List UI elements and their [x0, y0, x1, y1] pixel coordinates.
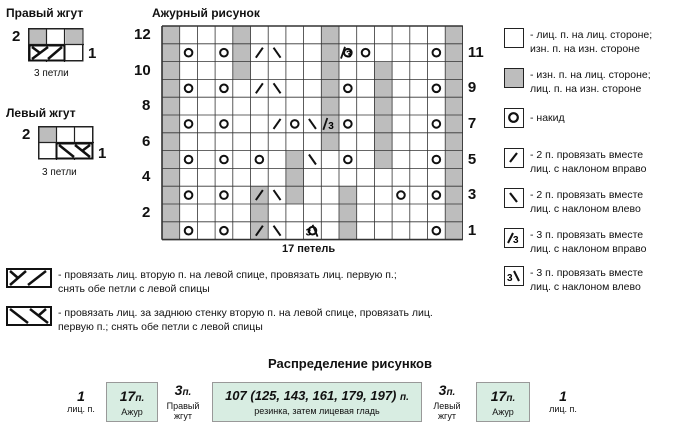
- purl-column-5: [286, 151, 304, 204]
- row-number-right: 9: [467, 79, 477, 97]
- yarn-over-mark: [185, 120, 193, 128]
- k2tog-left-mark: [274, 83, 281, 93]
- k2tog-right-mark: [256, 83, 263, 93]
- row-number-left: 12: [134, 26, 151, 43]
- left-cable-row-1: 1: [98, 145, 107, 162]
- row-number-left: 6: [142, 132, 151, 150]
- row-number-left: 2: [142, 204, 151, 221]
- row-number-right: 3: [467, 186, 477, 204]
- note-left-cross: - провязать лиц. за заднюю стенку вторую п. на левой спице, провязать лиц. первую п.; снять обе петли с левой спицы: [58, 307, 433, 333]
- right-cable-row-2: 2: [12, 28, 21, 45]
- legend-item-k3tog-left: - 3 п. провязать вместе лиц. с наклоном влево: [530, 267, 644, 293]
- purl-column-2: [321, 26, 339, 151]
- yarn-over-mark: [185, 156, 193, 164]
- yarn-over-mark: [220, 191, 228, 199]
- purl-column-7: [339, 186, 357, 239]
- legend-item-yarn-over: - накид: [530, 112, 565, 124]
- right-cable-caption: 3 петли: [34, 68, 69, 79]
- right-cross-symbol-icon: [6, 268, 52, 288]
- distribution-item-rib-center: 107 (125, 143, 161, 179, 197) п. резинка, затем лицевая гладь: [212, 382, 422, 422]
- yarn-over-mark: [362, 49, 370, 57]
- yarn-over-mark: [185, 191, 193, 199]
- yarn-over-mark: [433, 227, 441, 235]
- chart-caption: 17 петель: [282, 243, 336, 255]
- yarn-over-mark: [433, 85, 441, 93]
- k2tog-right-mark: [256, 48, 263, 58]
- right-cable-title: Правый жгут: [6, 6, 84, 20]
- yarn-over-mark: [220, 120, 228, 128]
- distribution-item-lace-left: 17п. Ажур: [106, 382, 158, 422]
- yarn-over-mark: [185, 227, 193, 235]
- legend-item-k2tog-left: - 2 п. провязать вместе лиц. с наклоном влево: [530, 189, 644, 215]
- k3tog-right-icon: [504, 228, 524, 248]
- distribution-item-edge-left: 1 лиц. п.: [67, 388, 95, 414]
- yarn-over-mark: [433, 156, 441, 164]
- yarn-over-mark: [344, 156, 352, 164]
- yarn-over-mark: [185, 49, 193, 57]
- svg-text:3: 3: [507, 273, 513, 284]
- legend-item-purl: - изн. п. на лиц. стороне; лиц. п. на изн. стороне: [530, 69, 651, 95]
- k2tog-right-mark: [274, 119, 281, 129]
- right-cable-chart: [28, 28, 84, 62]
- row-number-right: 11: [467, 43, 484, 61]
- row-number-left: 10: [134, 61, 151, 79]
- right-cable-row-1: 1: [88, 45, 97, 62]
- chart-title: Ажурный рисунок: [152, 6, 260, 20]
- left-cable-title: Левый жгут: [6, 106, 76, 120]
- svg-text:3: 3: [346, 49, 352, 61]
- distribution-item-edge-right: 1 лиц. п.: [549, 388, 577, 414]
- k2tog-left-mark: [274, 226, 281, 236]
- lace-chart-grid: [161, 25, 463, 241]
- yarn-over-mark: [433, 120, 441, 128]
- yarn-over-mark: [220, 156, 228, 164]
- yarn-over-mark: [433, 49, 441, 57]
- k2tog-left-mark: [309, 155, 316, 165]
- row-number-right: 7: [467, 115, 477, 132]
- left-cross-symbol-icon: [6, 306, 52, 326]
- gray-square-icon: [504, 68, 524, 88]
- k2tog-right-icon: [504, 148, 524, 168]
- distribution-item-right-cable: 3п. Правый жгут: [166, 381, 200, 421]
- yarn-over-mark: [344, 120, 352, 128]
- k3tog-right-mark: [341, 47, 352, 61]
- k2tog-left-icon: [504, 188, 524, 208]
- row-number-left: 4: [142, 168, 151, 186]
- yarn-over-mark: [220, 85, 228, 93]
- distribution-item-lace-right: 17п. Ажур: [476, 382, 530, 422]
- yarn-over-mark: [344, 85, 352, 93]
- svg-text:3: 3: [305, 227, 312, 239]
- k3tog-left-icon: [504, 266, 524, 286]
- row-number-left: 8: [142, 97, 151, 115]
- yarn-over-mark: [291, 120, 299, 128]
- left-cable-chart: [38, 126, 94, 160]
- yarn-over-mark: [220, 49, 228, 57]
- left-cable-row-2: 2: [22, 126, 31, 143]
- k2tog-left-mark: [274, 48, 281, 58]
- k2tog-left-mark: [274, 190, 281, 200]
- yarn-over-mark: [433, 191, 441, 199]
- distribution-item-left-cable: 3п. Левый жгут: [433, 381, 461, 421]
- yarn-over-mark: [397, 191, 405, 199]
- legend-item-k2tog-right: - 2 п. провязать вместе лиц. с наклоном вправо: [530, 149, 647, 175]
- purl-column-1: [233, 26, 251, 79]
- legend-item-k3tog-right: - 3 п. провязать вместе лиц. с наклоном вправо: [530, 229, 647, 255]
- distribution-title: Распределение рисунков: [268, 356, 432, 371]
- yarn-over-icon: [504, 108, 524, 128]
- row-number-right: 1: [467, 221, 477, 239]
- svg-text:3: 3: [328, 120, 334, 132]
- empty-square-icon: [504, 28, 524, 48]
- legend-item-knit: - лиц. п. на лиц. стороне; изн. п. на изн. стороне: [530, 29, 653, 55]
- svg-text:3: 3: [513, 235, 519, 246]
- k2tog-left-mark: [309, 119, 316, 129]
- note-right-cross: - провязать лиц. вторую п. на левой спице, провязать лиц. первую п.; снять обе петли с левой спицы: [58, 269, 397, 295]
- yarn-over-mark: [256, 156, 264, 164]
- left-cable-caption: 3 петли: [42, 167, 77, 178]
- row-number-right: 5: [467, 150, 477, 168]
- yarn-over-mark: [220, 227, 228, 235]
- yarn-over-mark: [185, 85, 193, 93]
